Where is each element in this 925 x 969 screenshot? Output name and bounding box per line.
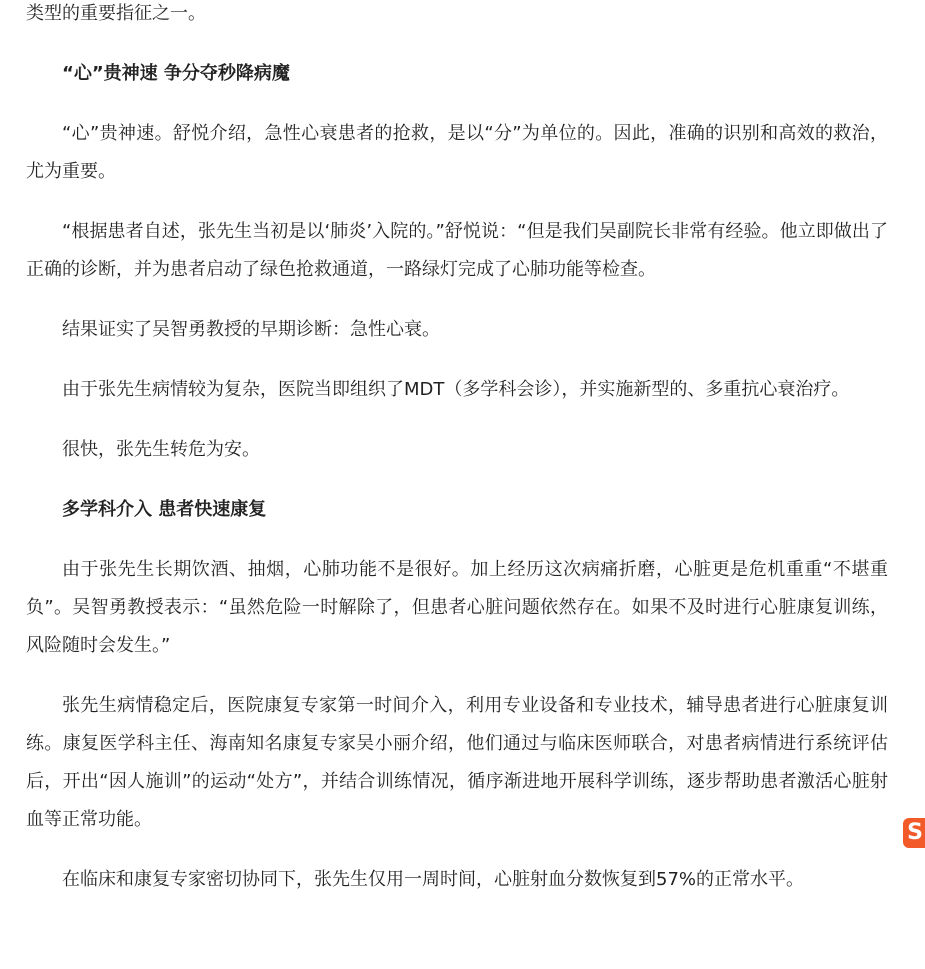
s-logo-glyph: S bbox=[907, 820, 923, 845]
paragraph: 很快，张先生转危为安。 bbox=[62, 439, 260, 460]
paragraph: 在临床和康复专家密切协同下，张先生仅用一周时间，心脏射血分数恢复到57%的正常水平。 bbox=[62, 869, 805, 890]
paragraph: “心”贵神速。舒悦介绍，急性心衰患者的抢救，是以“分”为单位的。因此，准确的识别和高效的救治，尤为重要。 bbox=[26, 123, 888, 182]
paragraph: “根据患者自述，张先生当初是以‘肺炎’入院的。”舒悦说：“但是我们吴副院长非常有经验。他立即做出了正确的诊断，并为患者启动了绿色抢救通道，一路绿灯完成了心肺功能等检查。 bbox=[26, 221, 888, 280]
s-logo-icon[interactable] bbox=[903, 818, 925, 848]
section-heading-heart: “心”贵神速 争分夺秒降病魔 bbox=[62, 63, 290, 84]
article-body bbox=[26, 0, 888, 921]
paragraph: 由于张先生长期饮酒、抽烟，心肺功能不是很好。加上经历这次病痛折磨，心脏更是危机重重“不堪重负”。吴智勇教授表示：“虽然危险一时解除了，但患者心脏问题依然存在。如果不及时进行心脏康复训练，风险随时会发生。” bbox=[26, 559, 888, 656]
paragraph: 结果证实了吴智勇教授的早期诊断：急性心衰。 bbox=[62, 319, 440, 340]
paragraph: 由于张先生病情较为复杂，医院当即组织了MDT（多学科会诊），并实施新型的、多重抗心衰治疗。 bbox=[62, 379, 850, 400]
paragraph: 张先生病情稳定后，医院康复专家第一时间介入，利用专业设备和专业技术，辅导患者进行心脏康复训练。康复医学科主任、海南知名康复专家吴小丽介绍，他们通过与临床医师联合，对患者病情进行系统评估后，开出“因人施训”的运动“处方”，并结合训练情况，循序渐进地开展科学训练，逐步帮助患者激活心脏射血等正常功能。 bbox=[26, 695, 888, 830]
paragraph-intro-tail: 类型的重要指征之一。 bbox=[26, 3, 206, 24]
section-heading-recovery: 多学科介入 患者快速康复 bbox=[62, 499, 267, 520]
